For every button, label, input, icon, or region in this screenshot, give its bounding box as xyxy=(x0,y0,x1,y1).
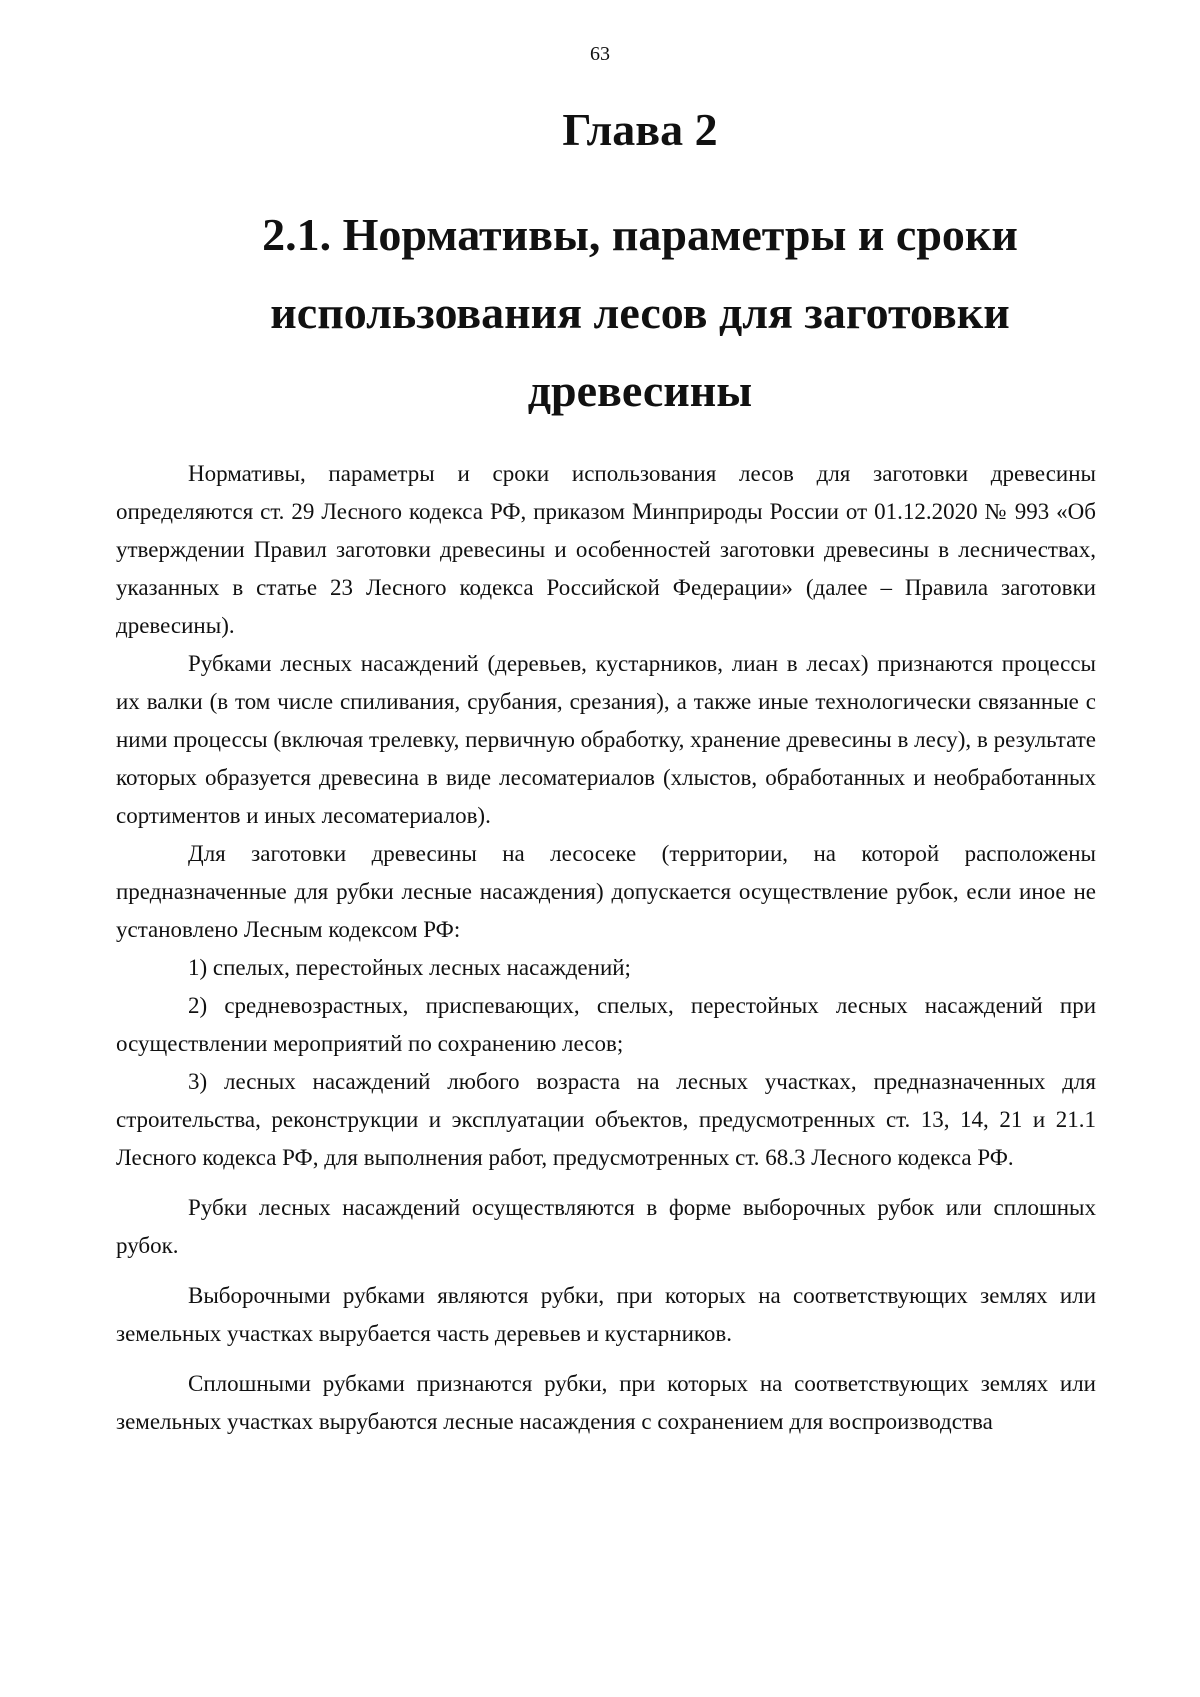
page-number: 63 xyxy=(590,43,610,65)
paragraph: Нормативы, параметры и сроки использования лесов для заготовки древесины определяются ст. 29 Лесного кодекса РФ, приказом Минприроды России от 01.12.2020 № 993 «Об утверждении Правил заготовки древесины и особенностей заготовки древесины в лесничествах, указанных в статье 23 Лесного кодекса Российской Федерации» (далее – Правила заготовки древесины). xyxy=(116,461,1096,638)
paragraph: Сплошными рубками признаются рубки, при которых на соответствующих землях или земельных участках вырубаются лесные насаждения с сохранением для воспроизводства xyxy=(116,1371,1096,1434)
section-title-line: древесины xyxy=(527,365,753,416)
paragraph: Рубками лесных насаждений (деревьев, кустарников, лиан в лесах) признаются процессы их валки (в том числе спиливания, срубания, срезания), а также иные технологически связанные с ними процессы (включая трелевку, первичную обработку, хранение древесины в лесу), в результате которых образуется древесина в виде лесоматериалов (хлыстов, обработанных и необработанных сортиментов и иных лесоматериалов). xyxy=(116,651,1096,828)
section-title-line: 2.1. Нормативы, параметры и сроки xyxy=(262,209,1018,260)
list-item: 3) лесных насаждений любого возраста на лесных участках, предназначенных для строительства, реконструкции и эксплуатации объектов, предусмотренных ст. 13, 14, 21 и 21.1 Лесного кодекса РФ, для выполнения работ, предусмотренных ст. 68.3 Лесного кодекса РФ. xyxy=(116,1069,1096,1170)
list-item: 2) средневозрастных, приспевающих, спелых, перестойных лесных насаждений при осуществлении мероприятий по сохранению лесов; xyxy=(116,993,1096,1056)
body-text xyxy=(116,455,1096,1441)
section-title xyxy=(190,196,1090,430)
section-title-line: использования лесов для заготовки xyxy=(270,287,1010,338)
chapter-title: Глава 2 xyxy=(562,104,718,155)
paragraph: Выборочными рубками являются рубки, при которых на соответствующих землях или земельных участках вырубается часть деревьев и кустарников. xyxy=(116,1283,1096,1346)
paragraph: Для заготовки древесины на лесосеке (территории, на которой расположены предназначенные для рубки лесные насаждения) допускается осуществление рубок, если иное не установлено Лесным кодексом РФ: xyxy=(116,841,1096,942)
list-item: 1) спелых, перестойных лесных насаждений; xyxy=(188,955,631,980)
paragraph: Рубки лесных насаждений осуществляются в форме выборочных рубок или сплошных рубок. xyxy=(116,1195,1096,1258)
